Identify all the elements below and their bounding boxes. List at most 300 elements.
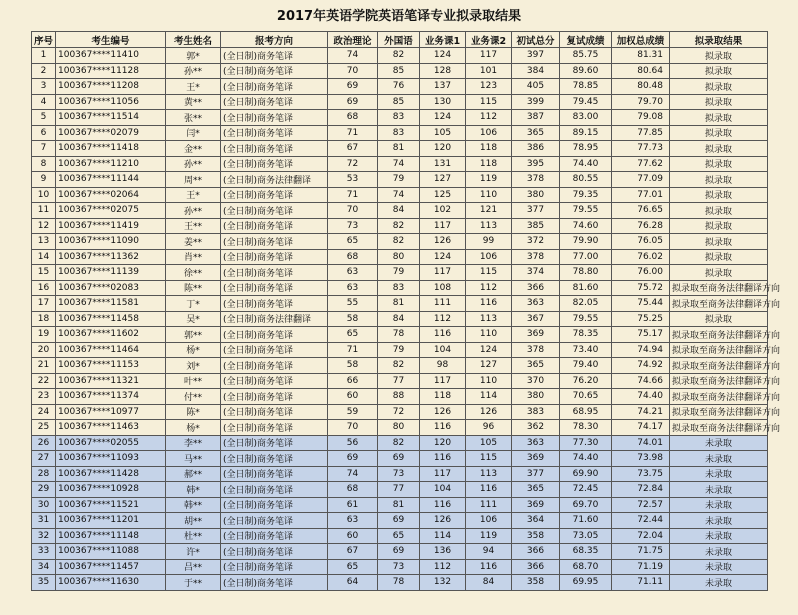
col-weighted-total-cell: 75.44 — [612, 296, 670, 312]
col-politics-cell: 64 — [328, 575, 378, 591]
col-weighted-total-cell: 71.75 — [612, 544, 670, 560]
col-weighted-total-cell: 74.17 — [612, 420, 670, 436]
col-direction-cell: (全日制)商务笔译 — [221, 141, 328, 157]
col-result-cell: 未录取 — [670, 451, 768, 467]
col-weighted-total-cell: 72.84 — [612, 482, 670, 498]
col-politics-cell: 68 — [328, 110, 378, 126]
col-direction-cell: (全日制)商务笔译 — [221, 466, 328, 482]
table-row — [32, 544, 768, 560]
table-row — [32, 528, 768, 544]
col-index-cell: 16 — [32, 280, 56, 296]
col-direction-cell: (全日制)商务法律翻译 — [221, 311, 328, 327]
col-weighted-total-cell: 74.92 — [612, 358, 670, 374]
col-result-cell: 未录取 — [670, 513, 768, 529]
col-result-cell: 拟录取 — [670, 249, 768, 265]
col-weighted-total-cell: 72.57 — [612, 497, 670, 513]
col-index-cell: 12 — [32, 218, 56, 234]
col-initial-total-cell: 366 — [512, 544, 560, 560]
col-name-cell: 陈** — [166, 280, 221, 296]
col-candidate-id-cell: 100367****02055 — [56, 435, 166, 451]
col-result-cell: 拟录取 — [670, 203, 768, 219]
col-candidate-id-cell: 100367****11128 — [56, 63, 166, 79]
col-initial-total-cell: 358 — [512, 528, 560, 544]
col-weighted-total-cell: 76.00 — [612, 265, 670, 281]
col-subject-1-cell: 137 — [420, 79, 466, 95]
results-table — [31, 31, 781, 591]
col-subject-2-cell: 126 — [466, 404, 512, 420]
col-name-cell: 韩** — [166, 497, 221, 513]
col-politics-cell: 56 — [328, 435, 378, 451]
table-row — [32, 125, 768, 141]
col-index-cell: 15 — [32, 265, 56, 281]
col-retest-score-cell: 78.30 — [560, 420, 612, 436]
col-initial-total-cell: 364 — [512, 513, 560, 529]
col-subject-1-cell: 114 — [420, 528, 466, 544]
col-politics-cell: 66 — [328, 373, 378, 389]
col-direction-cell: (全日制)商务笔译 — [221, 156, 328, 172]
col-initial-total-cell: 363 — [512, 435, 560, 451]
col-subject-1-cell: 104 — [420, 482, 466, 498]
col-retest-score-cell: 80.55 — [560, 172, 612, 188]
col-subject-1-cell: 116 — [420, 497, 466, 513]
col-weighted-total-cell: 80.48 — [612, 79, 670, 95]
table-row — [32, 327, 768, 343]
col-foreign-language-cell: 82 — [378, 48, 420, 64]
col-weighted-total-cell: 71.19 — [612, 559, 670, 575]
col-candidate-id-cell: 100367****11201 — [56, 513, 166, 529]
col-subject-2-cell: 124 — [466, 342, 512, 358]
col-name-cell: 陈* — [166, 404, 221, 420]
col-result-cell: 拟录取至商务法律翻译方向 — [670, 342, 768, 358]
col-direction-cell: (全日制)商务笔译 — [221, 482, 328, 498]
col-weighted-total-cell: 75.25 — [612, 311, 670, 327]
col-result-cell: 拟录取至商务法律翻译方向 — [670, 373, 768, 389]
col-result-cell: 拟录取至商务法律翻译方向 — [670, 280, 768, 296]
col-foreign-language-cell: 81 — [378, 497, 420, 513]
col-index-cell: 30 — [32, 497, 56, 513]
col-index-cell: 23 — [32, 389, 56, 405]
col-subject-2-cell: 99 — [466, 234, 512, 250]
col-subject-2-cell: 110 — [466, 187, 512, 203]
col-direction-cell: (全日制)商务笔译 — [221, 234, 328, 250]
col-name-cell: 孙** — [166, 63, 221, 79]
col-initial-total-cell: 380 — [512, 389, 560, 405]
col-retest-score-cell: 89.15 — [560, 125, 612, 141]
col-subject-1-cell: 126 — [420, 234, 466, 250]
col-candidate-id-cell: 100367****11418 — [56, 141, 166, 157]
col-name-cell: 郭** — [166, 327, 221, 343]
col-direction-cell: (全日制)商务笔译 — [221, 110, 328, 126]
col-foreign-language-cell: 73 — [378, 466, 420, 482]
col-result-cell: 拟录取 — [670, 94, 768, 110]
col-name-cell: 吴* — [166, 311, 221, 327]
col-foreign-language-cell: 69 — [378, 544, 420, 560]
col-subject-1-cell: 126 — [420, 404, 466, 420]
col-initial-total-cell: 363 — [512, 296, 560, 312]
col-foreign-language-cell: 79 — [378, 172, 420, 188]
col-candidate-id-cell: 100367****11210 — [56, 156, 166, 172]
col-candidate-id-cell: 100367****10977 — [56, 404, 166, 420]
col-direction-cell: (全日制)商务笔译 — [221, 544, 328, 560]
col-name-cell: 韩* — [166, 482, 221, 498]
col-politics-cell: 74 — [328, 466, 378, 482]
col-candidate-id-cell: 100367****02079 — [56, 125, 166, 141]
col-direction-cell: (全日制)商务笔译 — [221, 513, 328, 529]
col-initial-total-cell: 378 — [512, 249, 560, 265]
col-retest-score-cell: 68.70 — [560, 559, 612, 575]
table-body — [32, 48, 781, 591]
col-foreign-language-cell: 78 — [378, 575, 420, 591]
col-candidate-id-cell: 100367****11208 — [56, 79, 166, 95]
col-initial-total-cell: 366 — [512, 280, 560, 296]
col-subject-2-cell: 115 — [466, 265, 512, 281]
col-result-cell: 拟录取至商务法律翻译方向 — [670, 358, 768, 374]
col-candidate-id-cell: 100367****11602 — [56, 327, 166, 343]
col-subject-1-cell: 117 — [420, 373, 466, 389]
table-row — [32, 110, 768, 126]
col-initial-total-cell: 367 — [512, 311, 560, 327]
col-result-cell: 拟录取 — [670, 172, 768, 188]
col-retest-score-cell: 85.75 — [560, 48, 612, 64]
col-weighted-total-cell: 75.17 — [612, 327, 670, 343]
col-index-cell: 11 — [32, 203, 56, 219]
col-direction-header: 报考方向 — [221, 32, 328, 48]
col-name-cell: 许* — [166, 544, 221, 560]
col-politics-cell: 65 — [328, 234, 378, 250]
col-initial-total-cell: 378 — [512, 342, 560, 358]
col-name-cell: 姜** — [166, 234, 221, 250]
col-candidate-id-cell: 100367****11321 — [56, 373, 166, 389]
col-name-cell: 胡** — [166, 513, 221, 529]
col-subject-1-cell: 98 — [420, 358, 466, 374]
col-direction-cell: (全日制)商务笔译 — [221, 218, 328, 234]
col-index-cell: 8 — [32, 156, 56, 172]
col-retest-score-cell: 79.90 — [560, 234, 612, 250]
col-weighted-total-cell: 76.02 — [612, 249, 670, 265]
col-politics-cell: 65 — [328, 559, 378, 575]
col-index-cell: 9 — [32, 172, 56, 188]
col-weighted-total-cell: 76.65 — [612, 203, 670, 219]
col-foreign-language-cell: 79 — [378, 342, 420, 358]
col-subject-1-cell: 117 — [420, 466, 466, 482]
col-retest-score-cell: 68.95 — [560, 404, 612, 420]
col-candidate-id-cell: 100367****11514 — [56, 110, 166, 126]
col-foreign-language-cell: 82 — [378, 234, 420, 250]
col-index-cell: 2 — [32, 63, 56, 79]
col-subject-1-cell: 117 — [420, 265, 466, 281]
col-subject-2-cell: 106 — [466, 249, 512, 265]
col-subject-1-cell: 124 — [420, 48, 466, 64]
col-retest-score-cell: 74.60 — [560, 218, 612, 234]
col-politics-cell: 70 — [328, 63, 378, 79]
col-weighted-total-cell: 81.31 — [612, 48, 670, 64]
col-direction-cell: (全日制)商务笔译 — [221, 94, 328, 110]
col-subject-1-cell: 127 — [420, 172, 466, 188]
table-row — [32, 482, 768, 498]
col-index-cell: 32 — [32, 528, 56, 544]
result-sheet — [31, 0, 781, 591]
table-row — [32, 156, 768, 172]
col-politics-cell: 63 — [328, 265, 378, 281]
col-politics-cell: 69 — [328, 94, 378, 110]
col-retest-score-cell: 89.60 — [560, 63, 612, 79]
col-subject-2-cell: 112 — [466, 280, 512, 296]
col-name-cell: 于** — [166, 575, 221, 591]
col-subject-2-cell: 110 — [466, 327, 512, 343]
col-index-cell: 25 — [32, 420, 56, 436]
col-result-cell: 拟录取 — [670, 110, 768, 126]
col-subject-2-cell: 118 — [466, 156, 512, 172]
col-direction-cell: (全日制)商务笔译 — [221, 187, 328, 203]
col-candidate-id-cell: 100367****02075 — [56, 203, 166, 219]
col-direction-cell: (全日制)商务笔译 — [221, 420, 328, 436]
col-direction-cell: (全日制)商务笔译 — [221, 575, 328, 591]
table-row — [32, 404, 768, 420]
col-subject-2-cell: 123 — [466, 79, 512, 95]
col-subject-1-cell: 120 — [420, 435, 466, 451]
col-politics-cell: 58 — [328, 311, 378, 327]
col-weighted-total-cell: 75.72 — [612, 280, 670, 296]
col-subject-1-cell: 131 — [420, 156, 466, 172]
col-foreign-language-cell: 73 — [378, 559, 420, 575]
col-retest-score-header: 复试成绩 — [560, 32, 612, 48]
col-subject-2-cell: 106 — [466, 513, 512, 529]
col-initial-total-cell: 365 — [512, 358, 560, 374]
col-direction-cell: (全日制)商务笔译 — [221, 48, 328, 64]
col-candidate-id-cell: 100367****11457 — [56, 559, 166, 575]
col-result-cell: 拟录取 — [670, 141, 768, 157]
col-subject-2-cell: 114 — [466, 389, 512, 405]
col-candidate-id-cell: 100367****10928 — [56, 482, 166, 498]
table-row — [32, 265, 768, 281]
col-weighted-total-cell: 74.21 — [612, 404, 670, 420]
table-row — [32, 79, 768, 95]
col-subject-1-cell: 128 — [420, 63, 466, 79]
col-foreign-language-cell: 78 — [378, 327, 420, 343]
col-candidate-id-cell: 100367****11144 — [56, 172, 166, 188]
col-direction-cell: (全日制)商务笔译 — [221, 125, 328, 141]
col-name-cell: 金** — [166, 141, 221, 157]
col-weighted-total-cell: 74.94 — [612, 342, 670, 358]
col-politics-cell: 71 — [328, 125, 378, 141]
col-subject-1-cell: 104 — [420, 342, 466, 358]
col-direction-cell: (全日制)商务笔译 — [221, 342, 328, 358]
col-politics-cell: 71 — [328, 187, 378, 203]
col-politics-cell: 59 — [328, 404, 378, 420]
col-subject-2-cell: 127 — [466, 358, 512, 374]
col-index-cell: 17 — [32, 296, 56, 312]
table-header-row — [32, 32, 768, 48]
col-retest-score-cell: 72.45 — [560, 482, 612, 498]
col-subject-1-cell: 112 — [420, 559, 466, 575]
col-foreign-language-cell: 83 — [378, 110, 420, 126]
col-foreign-language-cell: 82 — [378, 358, 420, 374]
col-foreign-language-cell: 81 — [378, 296, 420, 312]
col-foreign-language-cell: 74 — [378, 187, 420, 203]
col-politics-cell: 53 — [328, 172, 378, 188]
col-result-cell: 拟录取至商务法律翻译方向 — [670, 296, 768, 312]
col-subject-1-header: 业务课1 — [420, 32, 466, 48]
col-retest-score-cell: 78.80 — [560, 265, 612, 281]
col-subject-2-cell: 119 — [466, 528, 512, 544]
col-result-cell: 拟录取 — [670, 79, 768, 95]
col-subject-2-cell: 113 — [466, 466, 512, 482]
col-index-header: 序号 — [32, 32, 56, 48]
col-candidate-id-cell: 100367****11410 — [56, 48, 166, 64]
col-candidate-id-cell: 100367****02064 — [56, 187, 166, 203]
col-candidate-id-cell: 100367****11148 — [56, 528, 166, 544]
table-row — [32, 94, 768, 110]
col-subject-2-cell: 101 — [466, 63, 512, 79]
col-name-cell: 肖** — [166, 249, 221, 265]
col-foreign-language-cell: 85 — [378, 94, 420, 110]
col-initial-total-cell: 387 — [512, 110, 560, 126]
col-initial-total-cell: 362 — [512, 420, 560, 436]
col-result-cell: 拟录取至商务法律翻译方向 — [670, 404, 768, 420]
col-result-cell: 拟录取至商务法律翻译方向 — [670, 420, 768, 436]
table-row — [32, 435, 768, 451]
col-politics-cell: 70 — [328, 203, 378, 219]
col-initial-total-cell: 405 — [512, 79, 560, 95]
col-retest-score-cell: 68.35 — [560, 544, 612, 560]
col-initial-total-cell: 378 — [512, 172, 560, 188]
col-politics-cell: 67 — [328, 141, 378, 157]
col-politics-cell: 71 — [328, 342, 378, 358]
col-politics-header: 政治理论 — [328, 32, 378, 48]
col-weighted-total-cell: 72.44 — [612, 513, 670, 529]
table-row — [32, 575, 768, 591]
col-retest-score-cell: 77.30 — [560, 435, 612, 451]
col-weighted-total-cell: 73.75 — [612, 466, 670, 482]
col-politics-cell: 70 — [328, 420, 378, 436]
col-retest-score-cell: 71.60 — [560, 513, 612, 529]
col-direction-cell: (全日制)商务笔译 — [221, 280, 328, 296]
col-politics-cell: 67 — [328, 544, 378, 560]
col-name-cell: 付** — [166, 389, 221, 405]
col-index-cell: 27 — [32, 451, 56, 467]
col-candidate-id-cell: 100367****11428 — [56, 466, 166, 482]
col-foreign-language-cell: 79 — [378, 265, 420, 281]
col-subject-2-cell: 113 — [466, 311, 512, 327]
col-direction-cell: (全日制)商务笔译 — [221, 451, 328, 467]
col-politics-cell: 69 — [328, 451, 378, 467]
col-weighted-total-cell: 73.98 — [612, 451, 670, 467]
col-initial-total-cell: 358 — [512, 575, 560, 591]
col-name-header: 考生姓名 — [166, 32, 221, 48]
col-retest-score-cell: 78.35 — [560, 327, 612, 343]
table-row — [32, 420, 768, 436]
col-index-cell: 14 — [32, 249, 56, 265]
col-foreign-language-cell: 65 — [378, 528, 420, 544]
col-initial-total-cell: 380 — [512, 187, 560, 203]
col-index-cell: 4 — [32, 94, 56, 110]
col-initial-total-cell: 365 — [512, 125, 560, 141]
col-foreign-language-cell: 69 — [378, 451, 420, 467]
col-direction-cell: (全日制)商务笔译 — [221, 63, 328, 79]
col-subject-2-cell: 96 — [466, 420, 512, 436]
col-foreign-language-cell: 83 — [378, 125, 420, 141]
col-subject-2-cell: 117 — [466, 48, 512, 64]
col-initial-total-cell: 365 — [512, 482, 560, 498]
col-name-cell: 杨* — [166, 420, 221, 436]
col-initial-total-cell: 369 — [512, 497, 560, 513]
col-result-cell: 拟录取 — [670, 48, 768, 64]
col-index-cell: 5 — [32, 110, 56, 126]
col-direction-cell: (全日制)商务笔译 — [221, 203, 328, 219]
col-weighted-total-cell: 76.28 — [612, 218, 670, 234]
table-row — [32, 559, 768, 575]
col-foreign-language-cell: 74 — [378, 156, 420, 172]
col-name-cell: 杜** — [166, 528, 221, 544]
col-politics-cell: 63 — [328, 280, 378, 296]
col-candidate-id-cell: 100367****11419 — [56, 218, 166, 234]
col-name-cell: 叶** — [166, 373, 221, 389]
col-result-cell: 拟录取 — [670, 156, 768, 172]
col-weighted-total-cell: 79.08 — [612, 110, 670, 126]
col-direction-cell: (全日制)商务笔译 — [221, 265, 328, 281]
col-retest-score-cell: 79.40 — [560, 358, 612, 374]
col-retest-score-cell: 82.05 — [560, 296, 612, 312]
col-weighted-total-cell: 77.62 — [612, 156, 670, 172]
col-subject-1-cell: 136 — [420, 544, 466, 560]
col-result-cell: 未录取 — [670, 435, 768, 451]
col-initial-total-cell: 374 — [512, 265, 560, 281]
col-name-cell: 孙** — [166, 203, 221, 219]
col-subject-2-cell: 115 — [466, 451, 512, 467]
col-foreign-language-cell: 84 — [378, 311, 420, 327]
col-subject-2-cell: 110 — [466, 373, 512, 389]
col-result-cell: 未录取 — [670, 497, 768, 513]
col-index-cell: 33 — [32, 544, 56, 560]
col-direction-cell: (全日制)商务笔译 — [221, 404, 328, 420]
col-index-cell: 28 — [32, 466, 56, 482]
col-weighted-total-cell: 77.09 — [612, 172, 670, 188]
col-result-cell: 拟录取 — [670, 265, 768, 281]
col-initial-total-cell: 397 — [512, 48, 560, 64]
col-candidate-id-cell: 100367****11458 — [56, 311, 166, 327]
table-row — [32, 203, 768, 219]
col-retest-score-cell: 69.95 — [560, 575, 612, 591]
col-subject-2-cell: 116 — [466, 559, 512, 575]
col-retest-score-cell: 70.65 — [560, 389, 612, 405]
col-candidate-id-header: 考生编号 — [56, 32, 166, 48]
col-retest-score-cell: 79.45 — [560, 94, 612, 110]
table-row — [32, 218, 768, 234]
col-subject-1-cell: 117 — [420, 218, 466, 234]
col-foreign-language-cell: 82 — [378, 435, 420, 451]
col-direction-cell: (全日制)商务笔译 — [221, 528, 328, 544]
col-retest-score-cell: 79.35 — [560, 187, 612, 203]
col-subject-2-header: 业务课2 — [466, 32, 512, 48]
col-candidate-id-cell: 100367****11056 — [56, 94, 166, 110]
col-candidate-id-cell: 100367****11153 — [56, 358, 166, 374]
col-retest-score-cell: 78.85 — [560, 79, 612, 95]
table-row — [32, 497, 768, 513]
col-retest-score-cell: 69.70 — [560, 497, 612, 513]
col-foreign-language-cell: 82 — [378, 218, 420, 234]
col-index-cell: 19 — [32, 327, 56, 343]
col-candidate-id-cell: 100367****11464 — [56, 342, 166, 358]
col-subject-1-cell: 116 — [420, 327, 466, 343]
col-name-cell: 马** — [166, 451, 221, 467]
col-direction-cell: (全日制)商务笔译 — [221, 435, 328, 451]
col-politics-cell: 68 — [328, 249, 378, 265]
col-index-cell: 7 — [32, 141, 56, 157]
col-subject-1-cell: 126 — [420, 513, 466, 529]
col-subject-2-cell: 105 — [466, 435, 512, 451]
col-politics-cell: 61 — [328, 497, 378, 513]
col-foreign-language-cell: 72 — [378, 404, 420, 420]
